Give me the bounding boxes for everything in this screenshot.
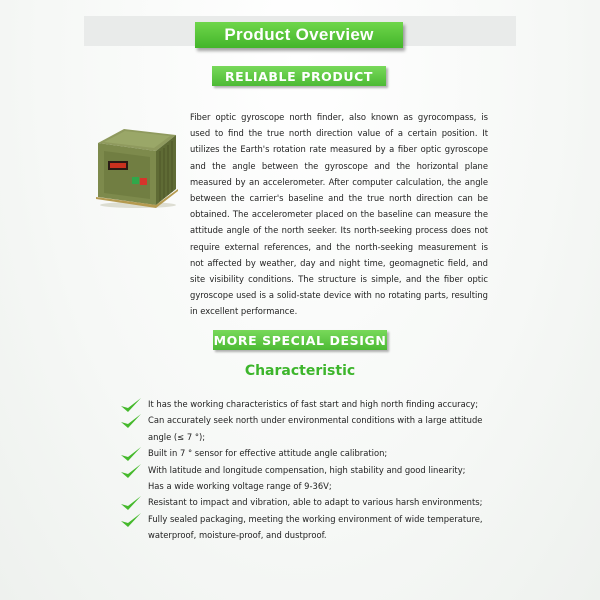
feature-item	[120, 396, 492, 412]
feature-item	[120, 494, 492, 510]
feature-item	[120, 462, 492, 478]
feature-text: Built in 7 ° sensor for effective attitude angle calibration;	[148, 448, 388, 459]
feature-text: Has a wide working voltage range of 9-36V;	[148, 481, 332, 492]
feature-item	[120, 445, 492, 461]
feature-text: Resistant to impact and vibration, able to adapt to various harsh environments;	[148, 497, 483, 508]
product-description: Fiber optic gyroscope north finder, also known as gyrocompass, is used to find the true north direction value of a certain position. It utilizes the Earth's rotation rate measured by a fiber optic gyroscope and the angle between the gyroscope and the horizontal plane measured by an accelerometer. After computer calculation, the angle between the carrier's baseline and the true north direction can be obtained. The accelerometer placed on the baseline can measure the attitude angle of the north seeker. Its north-seeking process does not require external references, and the north-seeking measurement is not affected by weather, day and night time, geomagnetic field, and site visibility conditions. The structure is simple, and the fiber optic gyroscope used is a solid-state device with no rotating parts, resulting in excellent performance.	[190, 112, 488, 317]
page-title: Product Overview	[195, 22, 403, 48]
feature-list	[120, 396, 492, 544]
feature-text: It has the working characteristics of fast start and high north finding accuracy;	[148, 399, 479, 409]
section-label-more-special-design: MORE SPECIAL DESIGN	[213, 330, 387, 350]
feature-text: Can accurately seek north under environmental conditions with a large attitude angle (≤ 7 °);	[148, 415, 483, 442]
feature-text: With latitude and longitude compensation, high stability and good linearity;	[148, 464, 466, 475]
feature-item	[120, 478, 492, 494]
section-label-reliable-product: RELIABLE PRODUCT	[212, 66, 386, 86]
checkmark-icon	[120, 413, 142, 431]
feature-item	[120, 511, 492, 544]
checkmark-icon	[120, 512, 142, 530]
product-image	[94, 127, 178, 209]
feature-item	[120, 412, 492, 445]
characteristic-heading: Characteristic	[244, 363, 356, 379]
feature-text: Fully sealed packaging, meeting the working environment of wide temperature, waterproof, moisture-proof, and dustproof.	[148, 513, 483, 541]
